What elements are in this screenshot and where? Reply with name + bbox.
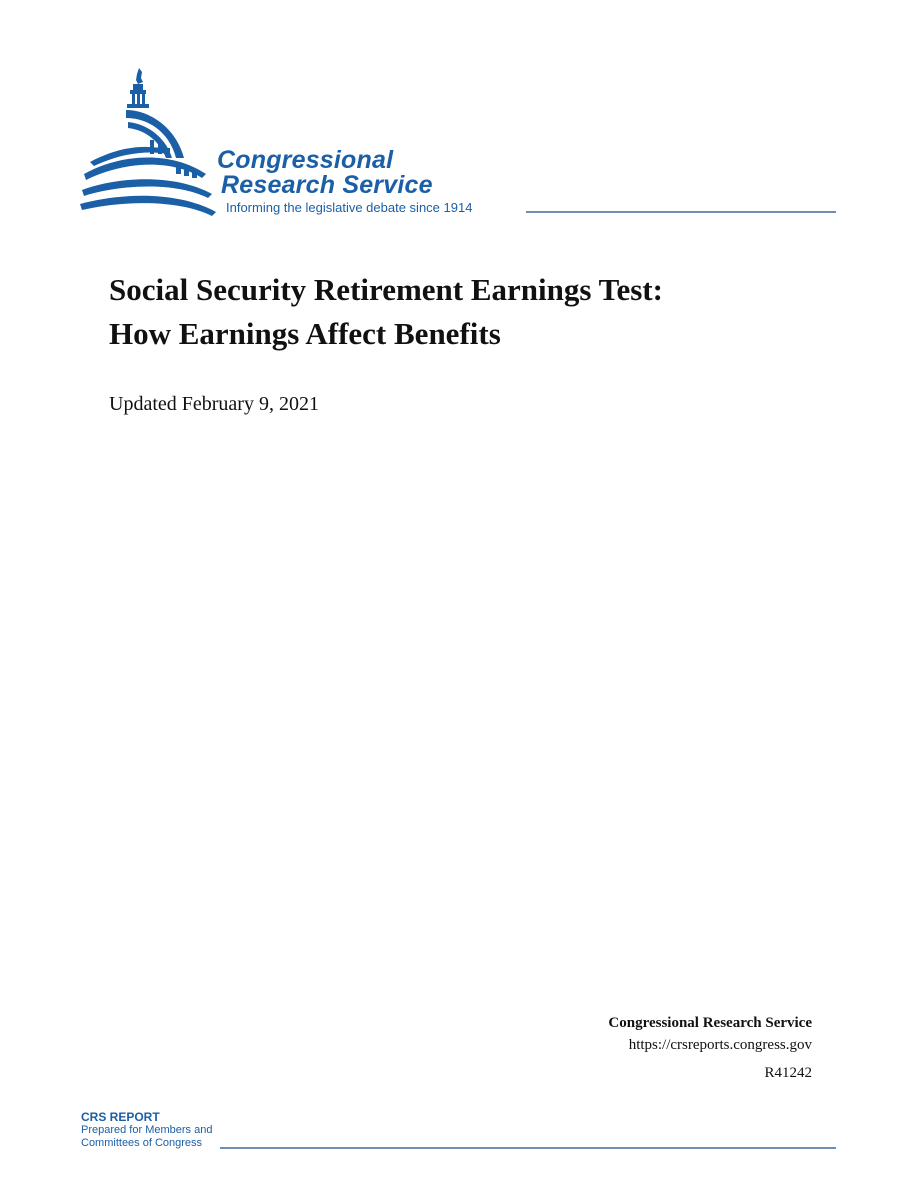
document-title-line2: How Earnings Affect Benefits <box>109 316 501 351</box>
document-title-line1: Social Security Retirement Earnings Test: <box>109 272 663 307</box>
crs-report-line2: Prepared for Members and <box>81 1124 213 1136</box>
report-number: R41242 <box>764 1065 812 1081</box>
crs-report-label <box>81 1111 212 1150</box>
crs-report-line3: Committees of Congress <box>81 1137 203 1149</box>
header-divider <box>526 211 836 213</box>
publisher-name: Congressional Research Service <box>608 1015 812 1031</box>
brand-name-line1: Congressional <box>217 146 394 174</box>
updated-date: Updated February 9, 2021 <box>109 393 319 415</box>
document-title <box>109 268 829 356</box>
crs-logo <box>80 66 840 226</box>
brand-name-line2: Research Service <box>221 171 433 199</box>
footer-divider <box>220 1147 836 1149</box>
publisher-url[interactable]: https://crsreports.congress.gov <box>628 1037 812 1053</box>
crs-report-heading: CRS REPORT <box>81 1110 160 1124</box>
brand-tagline: Informing the legislative debate since 1914 <box>226 200 473 215</box>
capitol-dome-icon <box>80 66 220 218</box>
publisher-info <box>608 1012 812 1084</box>
